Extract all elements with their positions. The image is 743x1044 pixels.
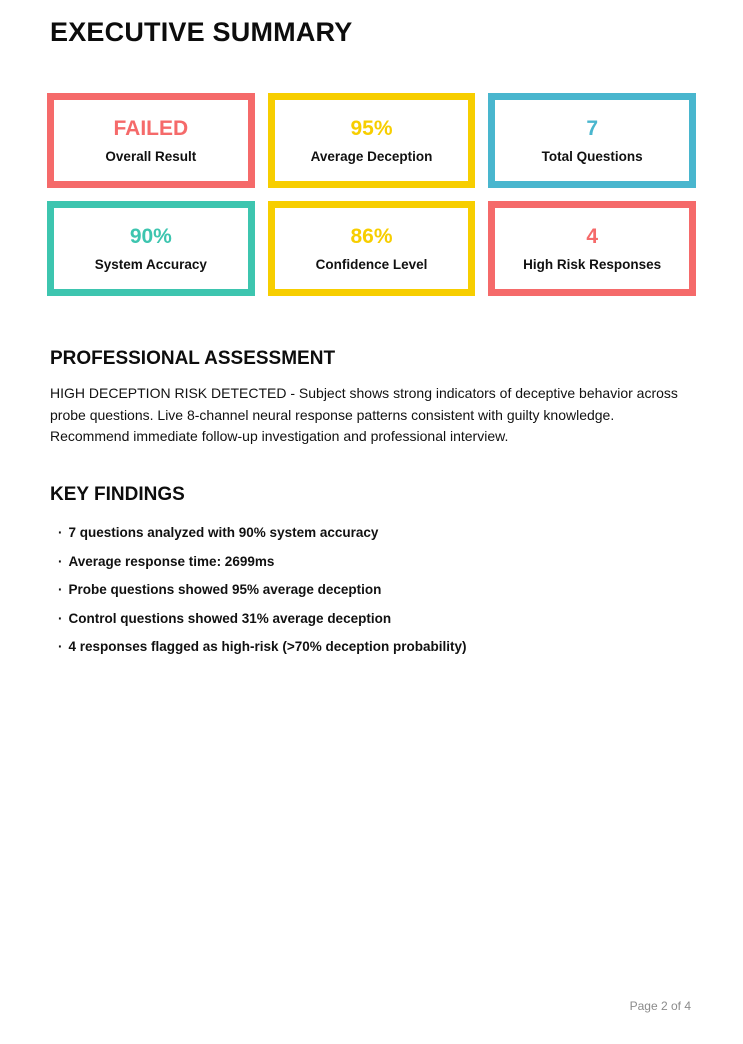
key-findings-heading: KEY FINDINGS xyxy=(50,483,185,505)
key-finding-text: Probe questions showed 95% average deception xyxy=(68,582,382,598)
key-finding-item xyxy=(58,610,696,627)
stat-label: Total Questions xyxy=(541,149,643,165)
stat-card-high-risk-responses xyxy=(488,201,696,296)
stat-card-confidence-level xyxy=(268,201,476,296)
bullet-dot: · xyxy=(58,525,63,541)
key-finding-text: Control questions showed 31% average deception xyxy=(68,610,392,626)
stat-label: Confidence Level xyxy=(315,257,428,273)
stat-value: 4 xyxy=(586,225,598,249)
stat-value: 90% xyxy=(129,225,172,249)
key-finding-text: 4 responses flagged as high-risk (>70% deception probability) xyxy=(68,639,467,655)
key-findings-list xyxy=(58,524,696,655)
key-finding-text: 7 questions analyzed with 90% system accuracy xyxy=(68,525,379,541)
stat-value: 86% xyxy=(350,225,393,249)
bullet-dot: · xyxy=(58,553,63,569)
page-number: Page 2 of 4 xyxy=(629,999,691,1013)
bullet-dot: · xyxy=(58,582,63,598)
stat-card-average-deception xyxy=(268,93,476,188)
key-finding-item xyxy=(58,524,696,541)
stat-label: High Risk Responses xyxy=(523,257,662,273)
professional-assessment-heading: PROFESSIONAL ASSESSMENT xyxy=(50,348,336,370)
stat-value: 95% xyxy=(350,117,393,141)
stat-card-total-questions xyxy=(488,93,696,188)
stat-card-system-accuracy xyxy=(47,201,255,296)
stat-value: FAILED xyxy=(113,117,189,141)
stat-label: System Accuracy xyxy=(94,257,207,273)
key-findings-section xyxy=(47,484,696,656)
stat-card-overall-result xyxy=(47,93,255,188)
key-finding-item xyxy=(58,581,696,598)
page-title: EXECUTIVE SUMMARY xyxy=(50,17,353,47)
stat-value: 7 xyxy=(586,117,598,141)
bullet-dot: · xyxy=(58,610,63,626)
professional-assessment-body: HIGH DECEPTION RISK DETECTED - Subject shows strong indicators of deceptive behavior across probe questions. Live 8-channel neural response patterns consistent with guilty knowledge. Recommend immediate follow-up investigation and professional interview. xyxy=(50,385,678,445)
key-finding-text: Average response time: 2699ms xyxy=(68,553,275,569)
bullet-dot: · xyxy=(58,639,63,655)
stat-label: Overall Result xyxy=(105,149,197,165)
stat-card-grid xyxy=(47,93,696,296)
professional-assessment-section xyxy=(47,348,696,447)
stat-label: Average Deception xyxy=(310,149,433,165)
key-finding-item xyxy=(58,553,696,570)
key-finding-item xyxy=(58,638,696,655)
